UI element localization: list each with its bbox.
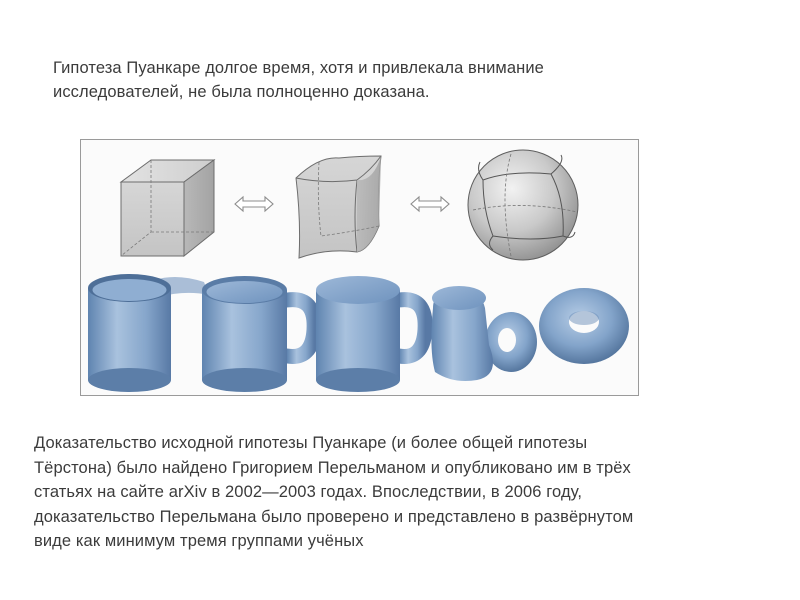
intro-line-1: Гипотеза Пуанкаре долгое время, хотя и привлекала внимание [53, 59, 544, 77]
intro-paragraph [53, 56, 544, 104]
cube-shape [121, 160, 214, 256]
double-arrow-icon [411, 197, 449, 211]
mug-shape [202, 276, 314, 392]
torus-shape [539, 288, 629, 364]
mug-shape [316, 276, 425, 392]
double-arrow-icon [235, 197, 273, 211]
sphere-shape [468, 150, 578, 260]
body-line-2: Тёрстона) было найдено Григорием Перельманом и опубликовано им в трёх [34, 458, 631, 477]
body-line-1: Доказательство исходной гипотезы Пуанкаре (и более общей гипотезы [34, 434, 588, 452]
rounded-cube-shape [296, 156, 381, 258]
intro-line-2: исследователей, не была полноценно доказана. [53, 83, 430, 101]
body-line-5: виде как минимум тремя группами учёных [34, 532, 364, 550]
body-line-3: статьях на сайте arXiv в 2002—2003 годах. Впоследствии, в 2006 году, [34, 483, 583, 501]
topology-illustration [81, 140, 638, 395]
body-line-4: доказательство Перельмана было проверено и представлено в развёрнутом [34, 507, 634, 526]
mug-morphing-shape [431, 286, 537, 381]
body-paragraph [34, 431, 633, 554]
topology-figure [80, 139, 639, 396]
